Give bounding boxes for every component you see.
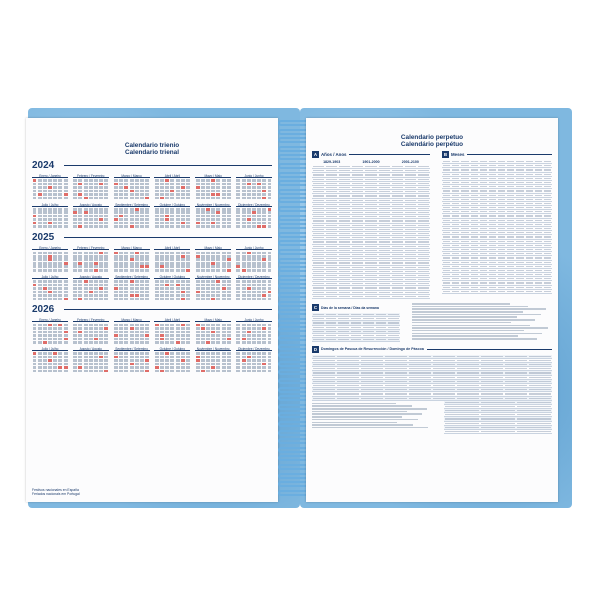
month-block [195,275,231,301]
month-name: Febrero / Fevereiro [73,318,109,322]
instructions-text [412,303,552,341]
month-name: Marzo / Março [114,318,150,322]
month-name: Diciembre / Dezembro [236,275,272,279]
month-block [236,174,272,200]
month-name: Octubre / Outubro [154,275,190,279]
easter-table [312,355,552,401]
easter-notes-text [312,403,432,433]
months-table [442,160,552,294]
month-name: Enero / Janeiro [32,246,68,250]
section-a-badge: A [313,152,318,157]
month-name: Junio / Junho [236,174,272,178]
year-range-1: 1829-1903 [323,160,341,164]
month-name: Julio / Julho [32,275,68,279]
month-name: Octubre / Outubro [154,347,190,351]
year-label: 2024 [32,160,55,171]
month-block [236,275,272,301]
table-row [312,338,400,342]
right-page [306,118,558,502]
section-c-badge: C [313,305,318,310]
month-block [114,347,150,373]
month-block [154,318,190,344]
month-block [236,203,272,229]
month-name: Noviembre / Novembro [196,202,230,207]
month-name: Abril / Abril [154,174,190,178]
month-block [32,174,68,200]
month-name: Mayo / Maio [195,246,231,250]
month-block [154,203,190,229]
left-page [26,118,278,502]
month-block [73,318,109,344]
table-row [442,290,552,294]
month-name: Abril / Abril [154,318,190,322]
month-block [114,246,150,272]
month-name: Diciembre / Dezembro [236,203,272,207]
footer-line-2: Feriados nacionais em Portugal [32,492,80,496]
years-table [312,165,430,299]
year-range-2: 1901-2000 [362,160,380,164]
month-block [195,246,231,272]
month-name: Febrero / Fevereiro [73,174,109,178]
month-block [73,246,109,272]
month-block [32,246,68,272]
month-block [195,347,231,373]
month-name: Septiembre / Setembro [115,274,148,279]
month-name: Septiembre / Setembro [115,347,148,352]
year-header [26,160,278,171]
section-c [306,301,406,343]
month-block [32,347,68,373]
left-footer [32,488,80,496]
left-title-2: Calendario trienal [125,149,179,156]
month-name: Agosto / Agosto [73,203,109,207]
month-block [114,318,150,344]
month-block [236,318,272,344]
right-title-2: Calendário perpétuo [400,141,464,148]
month-name: Enero / Janeiro [32,174,68,178]
month-block [236,246,272,272]
month-block [154,174,190,200]
month-name: Julio / Julho [32,347,68,351]
month-block [154,275,190,301]
year-range-3: 2001-2100 [401,160,419,164]
holidays-table [444,401,552,435]
month-name: Febrero / Fevereiro [73,246,109,250]
month-block [195,318,231,344]
section-a [306,148,436,299]
month-block [73,275,109,301]
month-name: Julio / Julho [32,203,68,207]
section-b [436,148,558,299]
month-block [73,203,109,229]
month-name: Septiembre / Setembro [115,202,148,207]
month-block [32,203,68,229]
year-header [26,232,278,243]
month-name: Marzo / Março [114,246,150,250]
month-block [154,246,190,272]
month-name: Diciembre / Dezembro [236,347,272,351]
month-block [195,203,231,229]
month-block [73,174,109,200]
left-title-1: Calendario trienio [124,142,180,149]
month-name: Marzo / Março [114,174,150,178]
year-label: 2026 [32,304,55,316]
year-label: 2025 [32,232,55,244]
month-block [32,275,68,301]
footer-line-1: Festivos nacionales en España [32,488,79,492]
month-name: Enero / Janeiro [32,318,68,322]
month-name: Junio / Junho [236,246,272,250]
month-name: Noviembre / Novembro [196,274,230,279]
section-b-label: Meses [451,152,465,157]
section-a-label: Años / Anos [321,152,347,157]
month-block [114,174,150,200]
section-d [306,346,558,401]
month-name: Mayo / Maio [195,174,231,178]
year-blocks [26,160,278,373]
table-row [444,430,552,434]
month-block [114,203,150,229]
month-block [32,318,68,344]
month-block [114,275,150,301]
month-name: Octubre / Outubro [154,203,190,207]
month-name: Agosto / Agosto [73,347,109,351]
month-name: Abril / Abril [154,246,190,250]
month-block [236,347,272,373]
month-name: Noviembre / Novembro [196,347,230,352]
table-row [312,295,430,299]
month-block [73,347,109,373]
right-title-1: Calendario perpetuo [400,134,464,141]
month-block [195,174,231,200]
section-d-badge: D [313,346,318,352]
year-header [26,304,278,315]
month-name: Junio / Junho [236,318,272,322]
month-name: Mayo / Maio [195,318,231,322]
section-b-badge: B [443,152,448,157]
section-c-label: Días de la semana / Dias da semana [321,305,379,310]
section-d-label: Domingos de Pascua de Resurrección / Domingo de Páscoa [321,347,424,352]
month-block [154,347,190,373]
month-name: Agosto / Agosto [73,275,109,279]
weekdays-table [312,313,400,342]
